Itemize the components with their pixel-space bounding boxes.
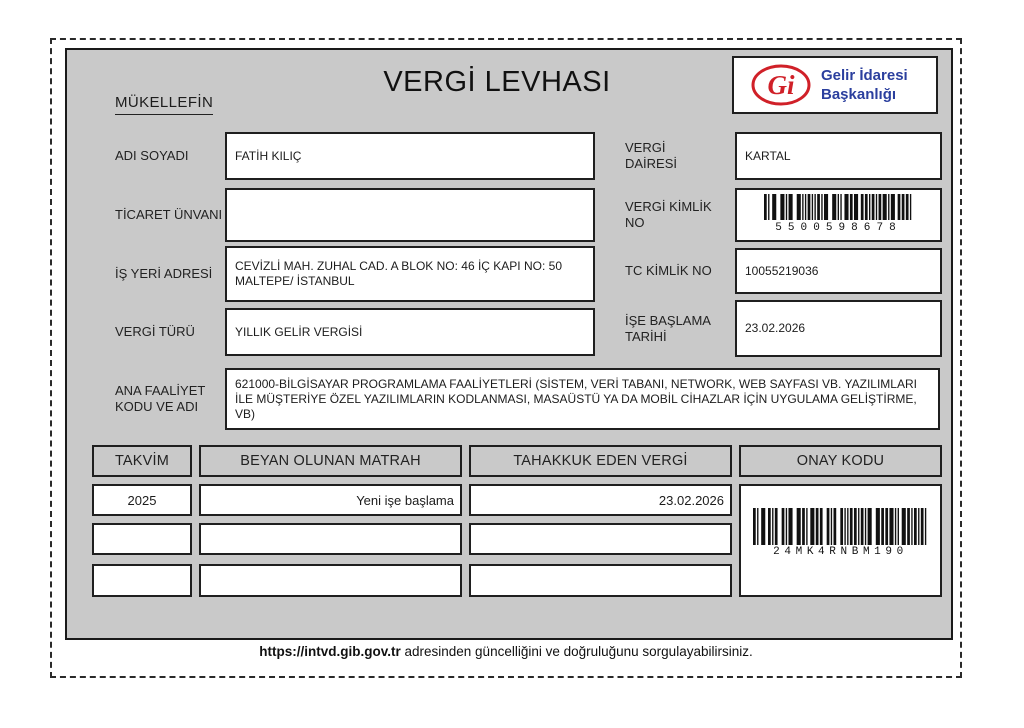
vergi-dairesi-text: KARTAL [745,148,791,163]
field-label-tc-kimlik-no: TC KİMLİK NO [625,263,712,278]
table-cell-takvim-row2 [92,523,192,555]
onay-kodu-barcode-digits: 24MK4RNBM190 [773,546,908,558]
document-title: VERGİ LEVHASI [383,66,611,98]
table-cell-vergi-row2 [469,523,732,555]
field-label-is-yeri-adresi: İŞ YERİ ADRESİ [115,266,213,281]
vergi-kimlik-barcode-icon [764,194,914,220]
table-header-onay-kodu: ONAY KODU [739,445,942,477]
table-cell-vergi-row1: 23.02.2026 [469,484,732,516]
field-value-tc-kimlik-no [735,248,942,294]
field-value-ticaret-unvani [225,188,595,242]
onay-kodu-barcode-icon [753,508,929,545]
table-cell-matrah-row2 [199,523,462,555]
field-label-vergi-turu: VERGİ TÜRÜ [115,324,195,339]
table-header-takvim: TAKVİM [92,445,192,477]
field-label-ticaret-unvani: TİCARET ÜNVANI [115,207,223,222]
outer-dashed-frame [50,38,962,678]
ana-faaliyet-text: 621000-BİLGİSAYAR PROGRAMLAMA FAALİYETLERİ (SİSTEM, VERİ TABANI, NETWORK, WEB SAYFASI VB. YAZILIMLARI İLE MÜŞTERİYE ÖZEL YAZILIMLARIN KODLANMASI, MASAÜSTÜ YA DA MOBİL CİHAZLAR İÇİN UYGULAMA GELİŞTİRME, VB) [235,376,917,421]
section-label-mukellefin: MÜKELLEFİN [115,94,213,115]
table-cell-vergi-row3 [469,564,732,597]
tc-kimlik-no-text: 10055219036 [745,263,819,278]
gib-oval-monogram-icon [750,63,812,107]
field-value-ana-faaliyet [225,368,940,430]
field-value-ise-baslama-tarihi [735,300,942,357]
field-label-adi-soyadi: ADI SOYADI [115,148,189,163]
table-cell-takvim-row1: 2025 [92,484,192,516]
table-cell-matrah-row1: Yeni işe başlama [199,484,462,516]
ise-baslama-tarihi-text: 23.02.2026 [745,321,806,335]
table-cell-onay-kodu [739,484,942,597]
gib-logo-line2: Başkanlığı [821,86,897,103]
gib-logo-line1: Gelir İdaresi [821,67,908,84]
footer-text: adresinden güncelliğini ve doğruluğunu sorgulayabilirsiniz. [400,644,753,659]
field-value-vergi-turu [225,308,595,356]
table-header-beyan-olunan-matrah: BEYAN OLUNAN MATRAH [199,445,462,477]
is-yeri-adresi-text: CEVİZLİ MAH. ZUHAL CAD. A BLOK NO: 46 İÇ KAPI NO: 50 MALTEPE/ İSTANBUL [235,259,562,288]
field-value-adi-soyadi [225,132,595,180]
adi-soyadi-text: FATİH KILIÇ [235,148,302,163]
footer-note [52,644,960,659]
gib-logo-text [821,66,908,104]
gib-logo [732,56,938,114]
field-label-ise-baslama-tarihi: İŞE BAŞLAMA TARİHİ [625,312,711,344]
table-cell-takvim-row3 [92,564,192,597]
field-value-vergi-kimlik-no [735,188,942,242]
gib-monogram-text: Gi [767,70,795,100]
vergi-kimlik-barcode-digits: 5500598678 [775,222,902,234]
footer-url: https://intvd.gib.gov.tr [259,644,401,659]
field-value-vergi-dairesi [735,132,942,180]
field-label-ana-faaliyet: ANA FAALİYET KODU VE ADI [115,383,206,414]
field-label-vergi-dairesi: VERGİ DAİRESİ [625,140,678,171]
vergi-turu-text: YILLIK GELİR VERGİSİ [235,324,363,339]
field-value-is-yeri-adresi [225,246,595,302]
table-header-tahakkuk-eden-vergi: TAHAKKUK EDEN VERGİ [469,445,732,477]
table-cell-matrah-row3 [199,564,462,597]
tax-plate-panel [65,48,953,640]
field-label-vergi-kimlik-no: VERGİ KİMLİK NO [625,199,712,230]
